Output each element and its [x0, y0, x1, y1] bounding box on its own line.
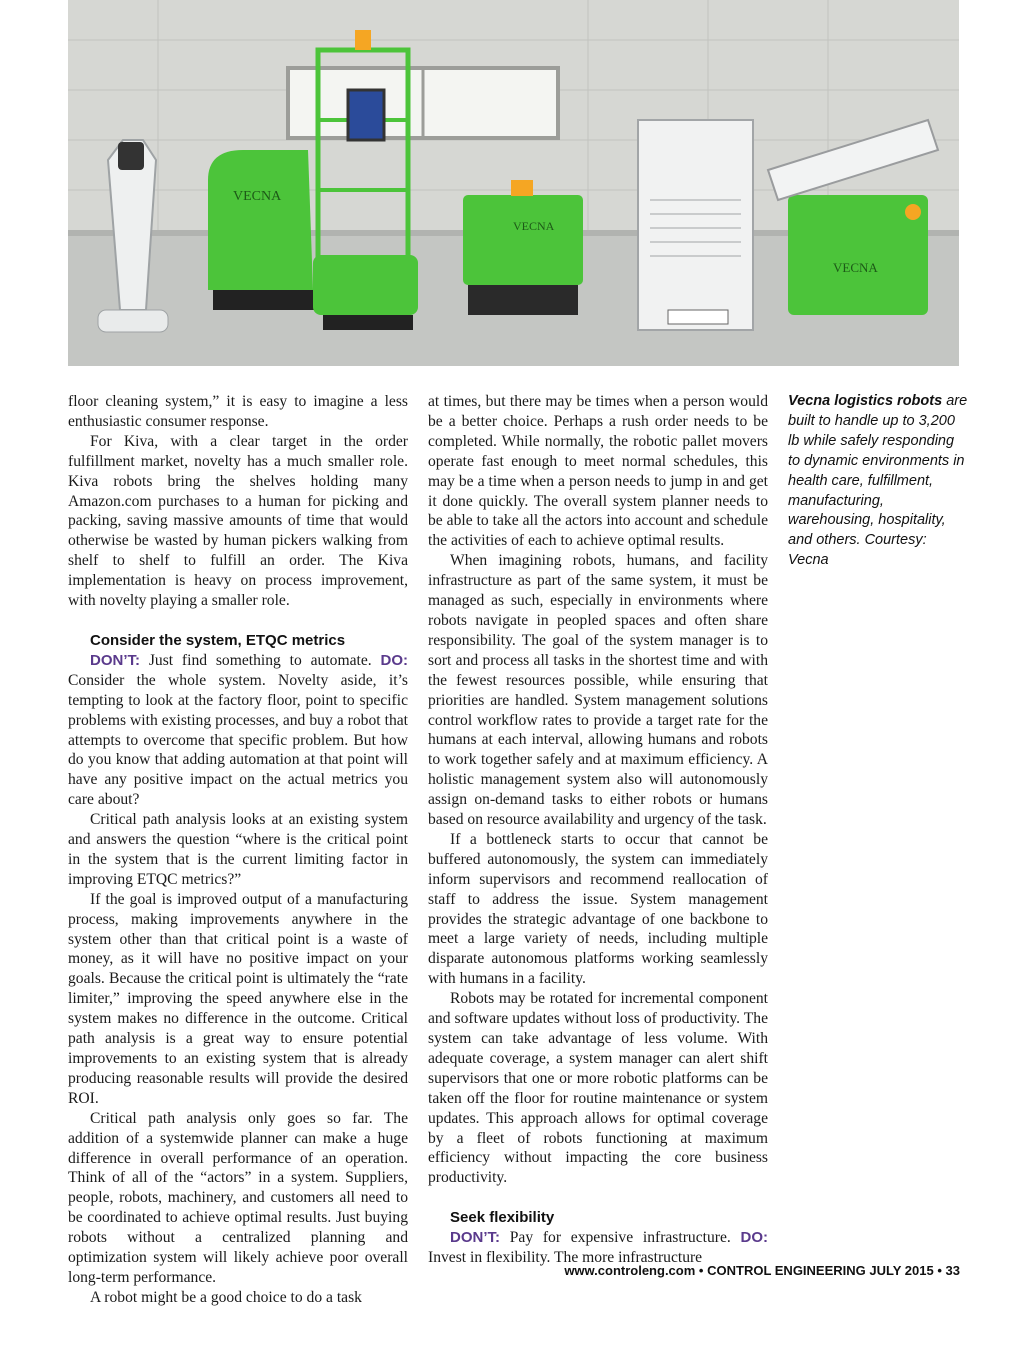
section-heading: Seek flexibility: [450, 1209, 555, 1227]
dont-text: Just find something to automate.: [140, 651, 381, 669]
article-column-1: [68, 392, 408, 1308]
page-number: 33: [945, 1263, 960, 1278]
paragraph: Critical path analysis only goes so far. The addition of a systemwide planner can make a huge difference in overall performance of an operation. Think of all of the “actors” in a system. Suppliers, people, robots, machinery, and customers all need to be coordinated to achieve optimal results. Just buying robots without a centralized planning and optimization system will likely achieve poor overall long-term performance.: [68, 1109, 408, 1286]
paragraph: floor cleaning system,” it is easy to imagine a less enthusiastic consumer response.: [68, 393, 408, 430]
dont-label: DON’T:: [450, 1229, 500, 1247]
white-pallet-robot: [638, 120, 753, 330]
do-text: Consider the whole system. Novelty aside, it’s tempting to look at the factory floor, point to specific problems with existing processes, and buy a robot that attempts to overcome that specific problem. But how do you know that adding automation at that point will have any positive impact on the actual metrics you care about?: [68, 671, 408, 809]
paragraph: [68, 651, 408, 810]
paragraph: If the goal is improved output of a manufacturing process, making improvements anywhere in the system other than that critical point is a waste of money, as it will have no positive impact on your goals. Because the critical point is ultimately the “rate limiter,” improving the speed anywhere else in the system makes no difference in the outcome. Critical path analysis is a great way to ensure potential improvements to an existing system that is already producing reasonable results will provide the desired ROI.: [68, 890, 408, 1107]
paragraph: For Kiva, with a clear target in the order fulfillment market, novelty has a much smaller role. Kiva robots bring the shelves holding many Amazon.com purchases to a human for picking and packing, saving massive amounts of time that would otherwise be wasted by human pickers walking from shelf to shelf to fulfill an order. The Kiva implementation is heavy on process improvement, with novelty playing a smaller role.: [68, 432, 408, 610]
robots-illustration: [68, 0, 959, 366]
robots-photo: [68, 0, 959, 366]
paragraph: When imagining robots, humans, and facility infrastructure as part of the same system, it must be managed as such, especially in environments where robots navigate in peopled spaces and often share responsibility. The goal of the system manager is to sort and process all tasks in the shortest time and with the fewest resources possible, while ensuring that priorities are handled. System management solutions control workflow rates to provide a target rate for the humans at each interval, allowing humans and robots to work together safely and at maximum efficiency. A holistic management system also will autonomously assign on-demand tasks to either robots or humans based on resource availability and urgency of the task.: [428, 552, 768, 829]
svg-text:VECNA: VECNA: [833, 260, 878, 275]
caption-body: are built to handle up to 3,200 lb while safely responding to dynamic environments in health care, fulfillment, manufacturing, warehousing, hospitality, and others. Courtesy: Vecna: [788, 393, 968, 569]
vecna-logo: VECNA: [233, 189, 282, 204]
do-text: Invest in flexibility. The more infrastructure: [428, 1249, 703, 1267]
paragraph: A robot might be a good choice to do a task: [90, 1288, 362, 1306]
do-label: DO:: [740, 1229, 768, 1247]
caption-title: Vecna logistics robots: [788, 393, 943, 409]
paragraph: Critical path analysis looks at an existing system and answers the question “where is the critical point in the system that is the current limiting factor in improving ETQC metrics?”: [68, 811, 408, 888]
footer-separator: •: [698, 1263, 704, 1278]
article-column-2: [428, 392, 768, 1268]
footer-separator: •: [937, 1263, 942, 1278]
green-cart-robot: [463, 180, 583, 315]
footer-site-link[interactable]: www.controleng.com: [564, 1263, 696, 1278]
paragraph: Robots may be rotated for incremental component and software updates without loss of productivity. The system can take advantage of less volume. With adequate coverage, a system manager can alert shift supervisors that one or more robotic platforms can be taken off the floor for routine maintenance or system updates. This approach allows for optimal coverage by a fleet of robots functioning at maximum efficiency without impacting the core business productivity.: [428, 990, 768, 1187]
dont-text: Pay for expensive infrastructure.: [500, 1229, 741, 1247]
do-label: DO:: [380, 651, 408, 669]
dont-label: DON’T:: [90, 651, 140, 669]
photo-caption: [788, 392, 968, 571]
paragraph: at times, but there may be times when a person would be a better choice. Perhaps a rush order needs to be completed. While normally, the robotic pallet movers operate fast enough to meet normal schedules, this may be a time when a person needs to jump in and get it done quickly. The overall system planner needs to be able to take all the actors into account and schedule the activities of each to achieve optimal results.: [428, 393, 768, 550]
paragraph: If a bottleneck starts to occur that cannot be buffered autonomously, the system can immediately inform supervisors and recommend reallocation of staff to address the issue. System management provides the strategic advantage of one backbone to meet a large variety of needs, including multiple disparate autonomous platforms working seamlessly with humans in a facility.: [428, 830, 768, 988]
svg-text:VECNA: VECNA: [513, 219, 555, 233]
section-heading: Consider the system, ETQC metrics: [90, 631, 346, 649]
footer-publication: CONTROL ENGINEERING JULY 2015: [707, 1263, 934, 1278]
paragraph: [428, 1228, 768, 1268]
page-footer: [515, 1263, 960, 1278]
